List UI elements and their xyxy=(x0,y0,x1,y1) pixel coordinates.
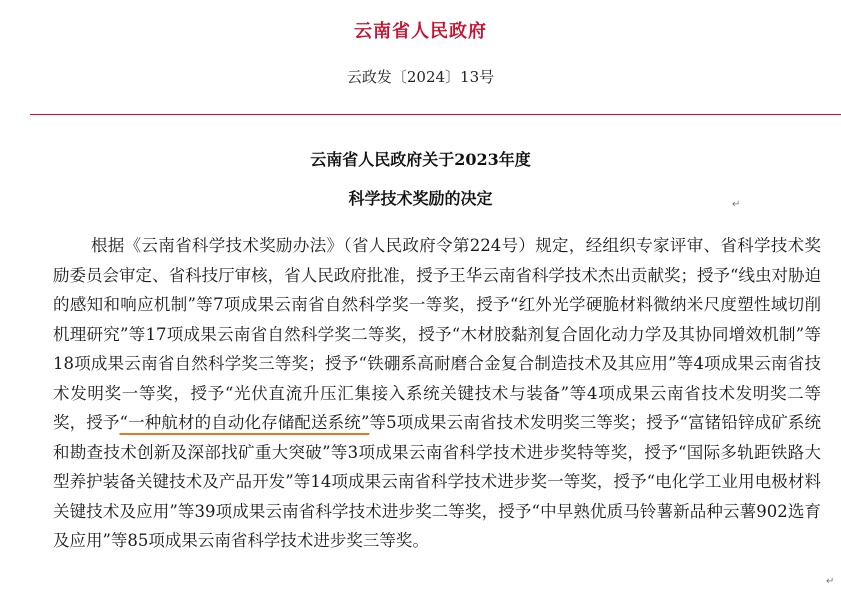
decision-title-line1: 云南省人民政府关于2023年度 xyxy=(310,150,531,169)
issuer-title: 云南省人民政府 xyxy=(354,21,487,42)
paragraph-mark-icon: ↵ xyxy=(732,199,741,210)
paragraph-mark-icon: ↵ xyxy=(826,576,835,587)
body-text-part2: 等5项成果云南省技术发明奖三等奖；授予“富锗铅锌成矿系统和勘查技术创新及深部找矿重大突破”等3项成果云南省科学技术进步奖特等奖，授予“国际多轨距铁路大型养护装备关键技术及产品开发”等14项成果云南省科学技术进步奖一等奖，授予“电化学工业用电极材料关键技术及应用”等39项成果云南省科学技术进步奖二等奖，授予“中早熟优质马铃薯新品种云薯902选育及应用”等85项成果云南省科学技术进步奖三等奖。 xyxy=(53,413,822,550)
decision-body-paragraph xyxy=(53,231,821,556)
body-text-part1: 根据《云南省科学技术奖励办法》（省人民政府令第224号）规定，经组织专家评审、省科学技术奖励委员会审定、省科技厅审核，省人民政府批准，授予王华云南省科学技术杰出贡献奖；授予“线虫对胁迫的感知和响应机制”等7项成果云南省自然科学奖一等奖，授予“红外光学硬脆材料微纳米尺度塑性域切削机理研究”等17项成果云南省自然科学奖二等奖，授予“木材胶黏剂复合固化动力学及其协同增效机制”等18项成果云南省自然科学奖三等奖；授予“铁硼系高耐磨合金复合制造技术及其应用”等4项成果云南省技术发明奖一等奖，授予“光伏直流升压汇集接入系统关键技术与装备”等4项成果云南省技术发明奖二等奖，授予 xyxy=(53,236,821,432)
highlighted-award-title: “一种航材的自动化存储配送系统” xyxy=(119,413,370,432)
decision-title-line2: 科学技术奖励的决定 xyxy=(348,189,493,208)
document-number: 云政发〔2024〕13号 xyxy=(346,68,495,86)
red-divider xyxy=(30,114,841,115)
